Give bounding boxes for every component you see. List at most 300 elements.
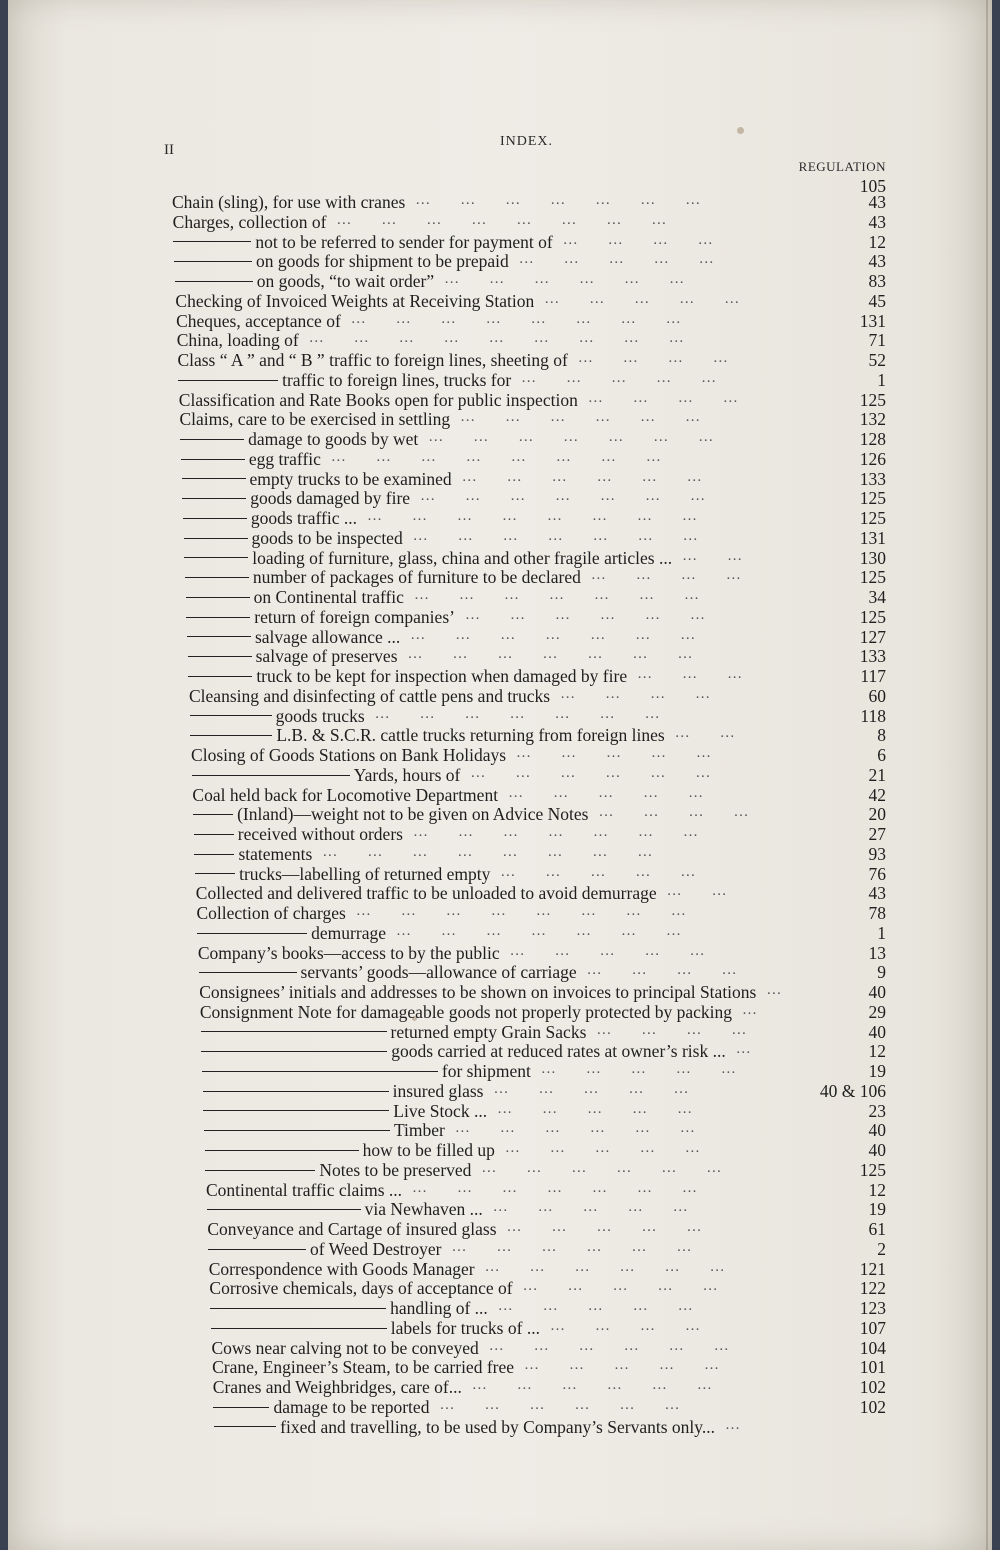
ditto-dash <box>192 775 350 777</box>
entry-label <box>205 1160 471 1181</box>
ditto-dash <box>193 814 233 816</box>
leader-dots: … … … … … <box>508 784 734 801</box>
book-page <box>8 0 992 1550</box>
index-entry <box>8 607 992 627</box>
regulation-number: 125 <box>859 1159 886 1180</box>
leader-dots: … … … … … … … <box>374 705 690 722</box>
ditto-dash <box>204 1130 390 1132</box>
index-entry <box>8 903 992 923</box>
ditto-dash <box>211 1328 387 1330</box>
entry-text: returned empty Grain Sacks <box>390 1021 587 1042</box>
entry-label <box>203 1081 484 1102</box>
leader-dots: … … … … … … … … <box>322 843 683 860</box>
entry-text: Claims, care to be exercised in settling <box>179 409 451 430</box>
leader-dots: … <box>742 1001 788 1018</box>
index-entry <box>8 1278 992 1298</box>
regulation-number: 42 <box>868 784 886 805</box>
entry-text: handling of ... <box>390 1298 488 1318</box>
ditto-dash <box>214 1426 276 1428</box>
index-entry <box>8 864 992 884</box>
leader-dots: … … … … … … <box>444 271 715 287</box>
regulation-number: 43 <box>868 192 886 212</box>
entry-text: Timber <box>393 1120 445 1141</box>
regulation-number: 9 <box>877 962 886 983</box>
page-header <box>8 132 992 162</box>
leader-dots: … … … … <box>549 1317 730 1334</box>
regulation-number: 61 <box>868 1219 886 1239</box>
entry-label <box>192 785 498 806</box>
regulation-number: 40 <box>868 1140 886 1160</box>
entry-text: number of packages of furniture to be declared <box>252 567 581 588</box>
entry-text: Conveyance and Cartage of insured glass <box>207 1219 497 1239</box>
regulation-number: 125 <box>859 567 886 588</box>
leader-dots: … … … … … <box>492 1199 718 1216</box>
entry-label <box>185 567 581 588</box>
entry-text: on goods, “to wait order” <box>256 271 435 291</box>
index-entry <box>8 1180 992 1200</box>
leader-dots: … … … … … … … <box>407 646 723 663</box>
index-entry <box>8 883 992 903</box>
regulation-number: 1 <box>877 922 886 943</box>
ditto-dash <box>203 1091 389 1093</box>
entry-label <box>188 646 398 667</box>
entry-label <box>194 824 403 845</box>
entry-text: (Inland)—weight not to be given on Advice Notes <box>237 804 589 825</box>
leader-dots: … … … … … <box>509 942 735 959</box>
leader-dots: … … … … … … … <box>428 429 744 445</box>
leader-dots: … … … … … <box>518 251 744 268</box>
ditto-dash <box>194 854 234 856</box>
ditto-dash <box>186 617 250 619</box>
entry-label <box>195 864 490 885</box>
ditto-dash <box>186 597 250 599</box>
leader-dots: … … … … … <box>522 1278 748 1295</box>
ditto-dash <box>184 557 248 559</box>
entry-text: Chain (sling), for use with cranes <box>172 192 406 212</box>
entry-label <box>175 291 534 312</box>
index-entry <box>8 330 992 350</box>
entry-label <box>213 1377 462 1398</box>
regulation-number: 40 <box>868 1021 886 1042</box>
index-entry <box>8 212 992 232</box>
regulation-number: 52 <box>868 350 886 370</box>
ditto-dash <box>185 577 249 579</box>
regulation-number: 40 <box>868 1120 886 1141</box>
entry-label <box>208 1239 441 1260</box>
leader-dots: … … … … … … … … <box>330 448 691 465</box>
regulation-number: 71 <box>868 330 886 351</box>
leader-dots: … … … … … … <box>464 606 735 623</box>
index-entry <box>8 1022 992 1042</box>
leader-dots: … … … … … … … <box>412 1179 728 1196</box>
regulation-number: 118 <box>860 705 886 726</box>
leader-dots: … <box>735 1041 781 1058</box>
regulation-number: 12 <box>868 231 886 252</box>
entry-text: empty trucks to be examined <box>249 468 452 489</box>
entry-text: of Weed Destroyer <box>310 1238 442 1259</box>
regulation-number: 45 <box>868 290 886 311</box>
entry-label <box>199 982 756 1003</box>
entry-label <box>173 212 327 233</box>
leader-dots: … … … … … … <box>481 1159 752 1176</box>
leader-dots: … … <box>666 883 757 900</box>
ditto-dash <box>205 1170 315 1172</box>
index-entry <box>8 686 992 706</box>
index-entry <box>8 1061 992 1081</box>
index-entry <box>8 311 992 331</box>
index-entry <box>8 923 992 943</box>
regulation-number: 13 <box>868 942 886 963</box>
leader-dots: … … … … … … … … <box>367 508 727 524</box>
entry-label <box>182 469 452 490</box>
regulation-number: 104 <box>859 1337 886 1358</box>
entry-label <box>181 449 321 470</box>
entry-label <box>177 330 299 351</box>
index-entry <box>8 350 992 370</box>
entry-label <box>174 251 509 272</box>
ditto-dash <box>182 498 246 500</box>
leader-dots: … … … … <box>586 962 767 979</box>
entry-text: damage to goods by wet <box>248 429 419 449</box>
entry-label <box>188 666 627 687</box>
regulation-number: 40 <box>868 982 886 1002</box>
leader-dots: … … … … … … <box>471 1377 742 1393</box>
ditto-dash <box>180 439 244 441</box>
entry-label <box>207 1199 483 1220</box>
entry-text: how to be filled up <box>362 1140 495 1160</box>
regulation-number: 1 <box>877 369 886 390</box>
entry-label <box>183 508 357 529</box>
entry-text: Charges, collection of <box>172 211 327 232</box>
ditto-dash <box>188 676 252 678</box>
leader-dots: … … … … … … … <box>413 587 729 603</box>
index-entry <box>8 409 992 429</box>
index-title: INDEX. <box>500 134 554 149</box>
leader-dots: … <box>766 982 812 998</box>
index-entry <box>8 1041 992 1061</box>
leader-dots: … … … … … … … <box>412 527 728 544</box>
entry-text: Collected and delivered traffic to be unloaded to avoid demurrage <box>195 883 657 904</box>
leader-dots: … … … … <box>577 350 758 366</box>
index-entry <box>8 646 992 666</box>
entry-text: Coal held back for Locomotive Department <box>192 784 499 805</box>
ditto-dash <box>194 834 234 836</box>
regulation-number: 105 <box>859 176 886 196</box>
index-entry <box>8 627 992 647</box>
index-entry <box>8 1160 992 1180</box>
ditto-dash <box>207 1209 361 1211</box>
regulation-number: 23 <box>868 1100 886 1121</box>
entry-label <box>211 1338 478 1359</box>
ditto-dash <box>190 735 272 737</box>
entry-label <box>186 607 455 628</box>
entry-label <box>207 1219 496 1240</box>
entry-text: insured glass <box>392 1080 484 1101</box>
page-number: II <box>164 142 174 158</box>
entry-label <box>199 962 577 983</box>
regulation-number: 122 <box>859 1278 886 1299</box>
entry-text: for shipment <box>441 1061 531 1081</box>
regulation-number: 127 <box>859 626 886 647</box>
leader-dots: … … … … … <box>500 863 726 880</box>
index-entry <box>8 232 992 252</box>
entry-label <box>196 903 345 924</box>
index-entry <box>8 1338 992 1358</box>
ditto-dash <box>190 715 272 717</box>
index-entry <box>8 449 992 469</box>
ditto-dash <box>175 281 253 283</box>
regulation-number: 43 <box>868 883 886 904</box>
entry-text: goods damaged by fire <box>250 488 411 509</box>
entry-text: Closing of Goods Stations on Bank Holidays <box>191 745 507 765</box>
index-entry <box>8 587 992 607</box>
entry-text: Crane, Engineer’s Steam, to be carried free <box>212 1357 515 1378</box>
entry-text: labels for trucks of ... <box>390 1317 540 1338</box>
regulation-number: 78 <box>868 903 886 923</box>
entry-text: truck to be kept for inspection when damaged by fire <box>256 666 628 686</box>
entry-text: via Newhaven ... <box>364 1199 483 1220</box>
entry-label <box>203 1101 487 1122</box>
entry-label <box>179 390 578 411</box>
leader-dots: … … … … <box>596 1021 777 1038</box>
ditto-dash <box>184 538 248 540</box>
index-entry <box>8 982 992 1002</box>
entry-label <box>211 1318 540 1339</box>
leader-dots: … … … … … <box>497 1298 723 1314</box>
entry-label <box>173 232 552 253</box>
leader-dots: … … … <box>637 666 773 682</box>
leader-dots: … … … … … … … … <box>355 903 716 919</box>
index-entry <box>8 725 992 745</box>
entry-text: Correspondence with Goods Manager <box>208 1258 475 1279</box>
leader-dots: … … … … … … <box>488 1337 759 1354</box>
leader-dots: … … … … <box>562 231 743 248</box>
index-entry <box>8 1377 992 1397</box>
leader-dots: … … <box>682 547 773 564</box>
regulation-number: 117 <box>860 666 886 686</box>
index-entry <box>8 1259 992 1279</box>
leader-dots: … … … … … … <box>461 468 732 485</box>
leader-dots: … … … … … … <box>470 764 741 781</box>
regulation-number: 40 & 106 <box>819 1080 886 1101</box>
ditto-dash <box>210 1308 386 1310</box>
entry-text: Live Stock ... <box>393 1100 488 1121</box>
index-entry <box>8 1417 992 1437</box>
entry-label <box>184 548 672 569</box>
regulation-number: 19 <box>868 1061 886 1081</box>
ditto-dash <box>178 380 278 382</box>
index-entry <box>8 962 992 982</box>
leader-dots: … … … … … … … <box>420 488 736 505</box>
ditto-dash <box>187 636 251 638</box>
entry-label <box>190 706 365 727</box>
entry-text: damage to be reported <box>273 1396 430 1417</box>
index-entry <box>8 567 992 587</box>
entry-label <box>197 923 386 944</box>
index-entry <box>8 251 992 271</box>
regulation-number: 43 <box>868 251 886 272</box>
leader-dots: … … … … <box>560 685 741 702</box>
index-entry <box>8 548 992 568</box>
entry-text: goods traffic ... <box>250 508 357 528</box>
regulation-number: 43 <box>868 211 886 232</box>
regulation-number: 121 <box>859 1258 886 1279</box>
entry-text: on goods for shipment to be prepaid <box>256 251 509 272</box>
index-entry <box>8 271 992 291</box>
ditto-dash <box>208 1249 306 1251</box>
entry-label <box>201 1022 587 1043</box>
leader-dots: … … … … … <box>506 1219 732 1235</box>
entry-label <box>205 1140 495 1161</box>
entry-label <box>202 1061 531 1082</box>
regulation-number: 2 <box>877 1238 886 1259</box>
entry-text: Collection of charges <box>196 903 346 923</box>
entry-text: Cranes and Weighbridges, care of... <box>212 1377 462 1397</box>
ditto-dash <box>195 873 235 875</box>
ditto-dash <box>182 478 246 480</box>
ditto-dash <box>203 1110 389 1112</box>
ditto-dash <box>201 1051 387 1053</box>
regulation-number: 12 <box>868 1179 886 1200</box>
index-entry <box>8 666 992 686</box>
entry-text: goods carried at reduced rates at owner’s risk ... <box>391 1041 726 1062</box>
entry-text: goods trucks <box>275 705 365 726</box>
entry-label <box>190 725 664 746</box>
entry-text: goods to be inspected <box>251 527 403 548</box>
entry-label <box>178 370 511 391</box>
leader-dots: … … … … … … <box>484 1258 755 1275</box>
index-entry <box>8 1101 992 1121</box>
entry-text: servants’ goods—allowance of carriage <box>300 962 577 983</box>
regulation-number: 6 <box>877 745 886 765</box>
entry-label <box>180 429 418 450</box>
leader-dots: … … … … … <box>493 1080 719 1097</box>
entry-label <box>192 765 461 786</box>
entry-label <box>184 528 403 549</box>
regulation-number: 128 <box>859 429 886 449</box>
entry-text: on Continental traffic <box>253 587 404 607</box>
index-entry <box>8 1298 992 1318</box>
regulation-number: 19 <box>868 1199 886 1220</box>
index-entry <box>8 1002 992 1022</box>
regulation-number: 131 <box>859 310 886 331</box>
regulation-number: 102 <box>859 1396 886 1417</box>
entry-text: Class “ A ” and “ B ” traffic to foreign lines, sheeting of <box>177 350 568 370</box>
index-entry <box>8 469 992 489</box>
index-entry <box>8 488 992 508</box>
regulation-number: 123 <box>859 1298 886 1318</box>
entry-text: trucks—labelling of returned empty <box>239 863 491 884</box>
leader-dots: … … … … … … … <box>410 626 726 643</box>
ditto-dash <box>213 1407 269 1409</box>
index-entry <box>8 1239 992 1259</box>
entry-text: return of foreign companies’ <box>254 606 455 627</box>
entry-text: Yards, hours of <box>353 764 461 785</box>
regulation-number: 102 <box>859 1377 886 1397</box>
ditto-dash <box>173 241 251 243</box>
leader-dots: … … … … … … <box>451 1238 722 1255</box>
regulation-number: 60 <box>868 685 886 706</box>
entry-text: Consignment Note for damageable goods not properly protected by packing <box>199 1001 733 1022</box>
entry-label <box>209 1278 512 1299</box>
regulation-number: 131 <box>859 527 886 548</box>
leader-dots: … … … … … <box>540 1061 766 1077</box>
regulation-number: 34 <box>868 587 886 607</box>
index-entry <box>8 1120 992 1140</box>
leader-dots: … <box>725 1416 770 1433</box>
index-entry <box>8 1219 992 1239</box>
entry-text: traffic to foreign lines, trucks for <box>282 369 512 390</box>
regulation-number: 20 <box>868 804 886 825</box>
entry-label <box>175 271 434 292</box>
leader-dots: … … … … … <box>516 745 742 761</box>
leader-dots: … … … … … … <box>454 1120 725 1137</box>
ditto-dash <box>174 261 252 263</box>
index-entry <box>8 192 992 212</box>
entry-text: egg traffic <box>248 448 321 469</box>
index-entry <box>8 844 992 864</box>
entry-label <box>206 1180 402 1201</box>
ditto-dash <box>188 656 252 658</box>
regulation-number: 101 <box>859 1357 886 1378</box>
leader-dots: … … … … … … <box>439 1396 710 1413</box>
regulation-number: 133 <box>859 646 886 667</box>
index-entry <box>8 508 992 528</box>
entry-label <box>193 804 588 825</box>
entry-text: salvage of preserves <box>255 646 398 667</box>
index-entry <box>8 824 992 844</box>
leader-dots: … … … … … … … <box>412 824 728 840</box>
ditto-dash <box>205 1150 359 1152</box>
ditto-dash <box>201 1031 387 1033</box>
leader-dots: … … … … … … … … <box>336 211 697 228</box>
entry-label <box>201 1041 725 1062</box>
index-entry <box>8 1397 992 1417</box>
entry-text: Cows near calving not to be conveyed <box>211 1337 479 1358</box>
leader-dots: … … … … … … <box>460 409 731 426</box>
regulation-number: 12 <box>868 1041 886 1062</box>
index-entry <box>8 1357 992 1377</box>
regulation-number: 125 <box>859 508 886 528</box>
entry-label <box>179 409 450 430</box>
entry-text: Cleansing and disinfecting of cattle pens and trucks <box>189 685 551 706</box>
entry-text: Continental traffic claims ... <box>206 1179 403 1200</box>
leader-dots: … … … … <box>590 567 771 584</box>
index-entry <box>8 804 992 824</box>
entry-text: Company’s books—access to by the public <box>197 942 500 963</box>
leader-dots: … … … … … … … <box>415 192 731 208</box>
index-entry <box>8 765 992 785</box>
entry-text: salvage allowance ... <box>254 626 401 647</box>
entry-label <box>176 311 341 332</box>
entry-text: fixed and travelling, to be used by Company’s Servants only... <box>280 1416 715 1437</box>
entry-text: demurrage <box>311 922 386 943</box>
leader-dots: … … … … <box>587 389 768 406</box>
regulation-number: 8 <box>877 725 886 746</box>
entry-text: Classification and Rate Books open for public inspection <box>178 389 578 410</box>
entry-text: received without orders <box>237 824 403 844</box>
leader-dots: … … … … … <box>544 290 770 307</box>
entry-text: Checking of Invoiced Weights at Receiving Station <box>175 290 535 311</box>
regulation-number: 76 <box>868 863 886 884</box>
entry-label <box>214 1417 715 1438</box>
index-entry <box>8 528 992 548</box>
regulation-number: 83 <box>868 271 886 291</box>
entry-label <box>177 350 567 371</box>
regulation-number: 107 <box>859 1317 886 1338</box>
entry-text: loading of furniture, glass, china and other fragile articles ... <box>252 547 673 568</box>
leader-dots: … … … … … <box>521 369 747 386</box>
